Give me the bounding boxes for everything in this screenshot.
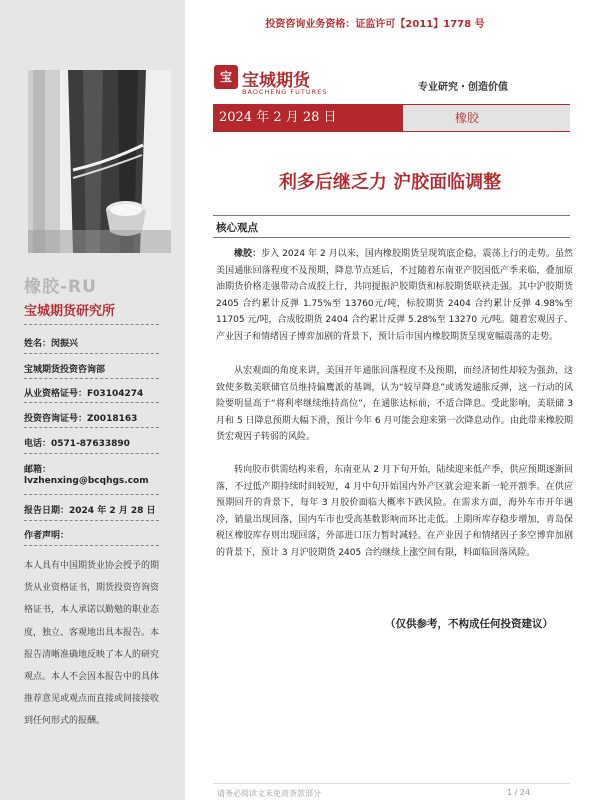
rubber-tapping-photo <box>28 70 171 253</box>
author-declaration-text: 本人具有中国期货业协会授予的期货从业资格证书，期货投资咨询资格证书，本人承诺以勤勉的职业态度，独立、客观地出具本报告。本报告清晰准确地反映了本人的研究观点。本人不会因本报告中的具体推荐意见或观点而直接或间接接收到任何形式的报酬。 <box>24 561 160 727</box>
consult-number: Z0018163 <box>87 414 138 424</box>
sidebar-divider <box>24 453 159 454</box>
sidebar-divider <box>24 545 159 546</box>
phone-field <box>24 436 130 449</box>
analyst-name: 闵振兴 <box>51 339 79 349</box>
analyst-label: 姓名： <box>24 339 52 349</box>
report-date-value: 2024 年 2 月 28 日 <box>69 506 156 516</box>
phone-number: 0571-87633890 <box>51 439 130 449</box>
qualification-label: 从业资格证号： <box>24 389 88 399</box>
paragraph-1-lead: 橡胶： <box>234 249 262 259</box>
paragraph-2: 从宏观面的角度来讲，美国开年通胀回落程度不及预期，而经济韧性却较为强劲，这致使多数美联储官员维持偏鹰派的基调，认为“较早降息”或诱发通胀反弹，这一行动的风险要明显高于“将利率继续维持高位”，在通胀达标前，不适合降息。受此影响，美联储 3 月和 5 日降息预期大幅下滑，预计今年 6 月可能会迎来第一次降息动作。由此带来橡胶期货宏观因子转弱的风险。 <box>216 366 573 443</box>
phone-label: 电话： <box>24 439 52 449</box>
rubber-tree-illustration <box>28 70 171 253</box>
sidebar-divider <box>24 520 159 521</box>
author-declaration-label: 作者声明： <box>24 531 70 541</box>
logo-chinese-name: 宝城期货 <box>242 71 310 91</box>
report-category: 橡胶 <box>455 111 480 125</box>
license-line: 投资咨询业务资格：证监许可【2011】1778 号 <box>265 19 485 30</box>
paragraph-3: 转向胶市供需结构来看，东南亚从 2 月下旬开始，陆续迎来低产季，供应预期逐渐回落，不过低产期持续时间较短，4 月中旬开始国内外产区就会迎来新一轮开割季。在供应预期回升的背景下，每年 3 月胶价面临大概率下跌风险。在需求方面，海外车市开年遇冷，销量出现回落，国内车市也受高基数影响而环比走低。上期所库存稳步增加，青岛保税区橡胶库存则出现回落，外部进口压力暂时减轻。在产业因子和情绪因子多空博弈加剧的背景下，预计 3 月沪胶期货 2405 合约继续上涨空间有限，料面临回落风险。 <box>216 465 573 558</box>
email-address[interactable]: lvzhenxing@bcqhgs.com <box>24 476 149 486</box>
logo-english-name: BAOCHENG FUTURES <box>242 88 328 96</box>
paragraph-1-text: 步入 2024 年 2 月以来，国内橡胶期货呈现筑底企稳，震荡上行的走势。虽然美国通胀回落程度不及预期，降息节点延后，不过随着东南亚产胶国低产季来临，叠加原油期货价格走强带动合成胶上行，共同提振沪胶期货和标胶期货联袂走强。其中沪胶期货 2405 合约累计反弹 1.75%至 13760元/吨，标胶期货 2404 合约累计反弹 4.98%至 11705 元/吨，合成胶期货 2404 合约累计反弹 5.28%至 13270 元/吨。随着宏观因子、产业因子和情绪因子博弈加剧的背景下，预计后市国内橡胶期货呈现宽幅震荡的走势。 <box>216 249 573 342</box>
sidebar-divider <box>24 324 159 325</box>
report-headline: 利多后继乏力 沪胶面临调整 <box>278 172 502 193</box>
consult-label: 投资咨询证号： <box>24 414 88 424</box>
slogan: 专业研究・创造价值 <box>418 82 508 93</box>
sidebar-divider <box>24 494 159 495</box>
date-bar <box>213 104 570 132</box>
consult-field <box>24 411 137 424</box>
section-rule-bottom <box>213 237 570 238</box>
report-date-field <box>24 503 156 516</box>
sidebar-divider <box>24 402 159 403</box>
email-label: 邮箱： <box>24 465 52 475</box>
section-rule-top <box>213 215 570 216</box>
footer-note: 请务必阅读文末免责条款部分 <box>217 789 321 798</box>
sidebar <box>0 0 185 800</box>
logo-mark: 宝 <box>214 65 238 89</box>
qualification-number: F03104274 <box>87 389 144 399</box>
core-view-title: 核心观点 <box>216 222 258 234</box>
paragraph-1 <box>216 246 573 346</box>
page-number: 1 / 24 <box>507 788 531 797</box>
report-date-label: 报告日期： <box>24 506 70 516</box>
sidebar-divider <box>24 353 159 354</box>
report-date: 2024 年 2 月 28 日 <box>213 105 403 131</box>
qualification-field <box>24 386 143 399</box>
investment-disclaimer: （仅供参考，不构成任何投资建议） <box>385 618 553 630</box>
analyst-field <box>24 336 78 349</box>
footer-rule <box>213 783 570 784</box>
sidebar-divider <box>24 427 159 428</box>
product-code-title: 橡胶-RU <box>24 277 97 297</box>
dept-field: 宝城期货投资咨询部 <box>24 365 106 375</box>
sidebar-divider <box>24 378 159 379</box>
institute-name: 宝城期货研究所 <box>24 304 116 319</box>
